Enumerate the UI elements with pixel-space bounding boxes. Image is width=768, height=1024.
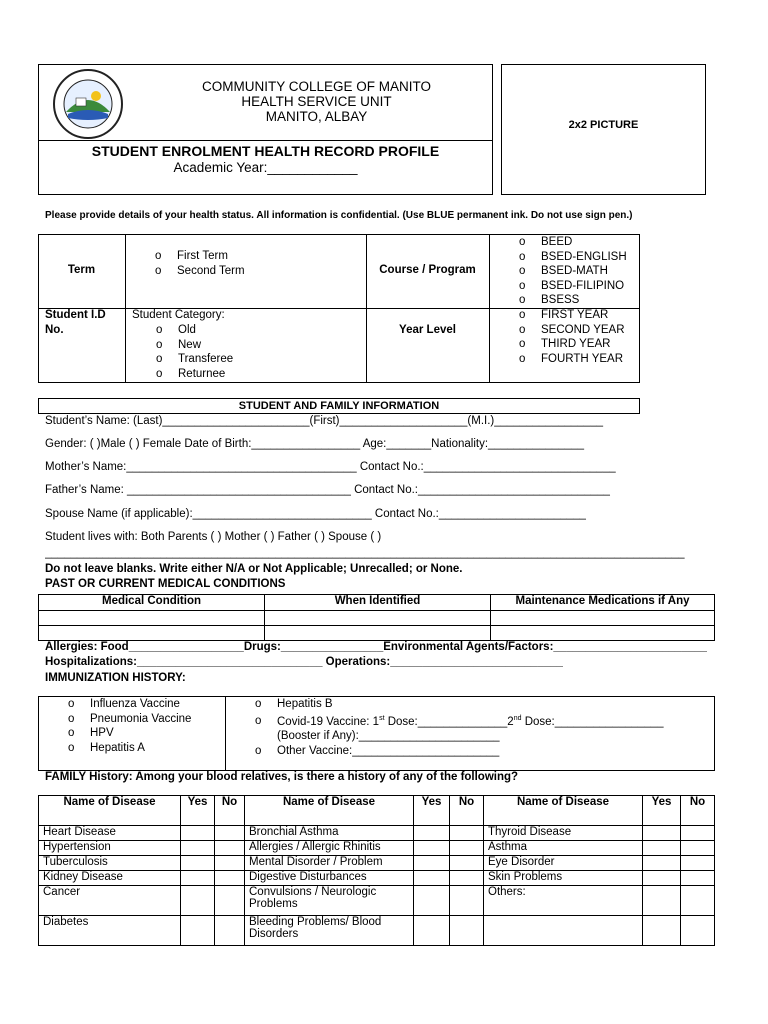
fh-disease: Diabetes [39,916,181,946]
fh-yes-cell[interactable] [643,916,681,946]
medical-cell[interactable] [491,611,715,626]
course-option[interactable]: o BEED [519,235,627,250]
hepatitis-b-option[interactable]: o Hepatitis B [255,697,663,712]
fh-yes-cell[interactable] [181,856,215,871]
instructions-text: Please provide details of your health status. All information is confidential. (Use BLUE permanent ink. Do not use sign pen.) [45,210,633,221]
fh-yes-cell[interactable] [414,841,450,856]
fh-disease: Hypertension [39,841,181,856]
category-option[interactable]: o New [156,338,233,353]
vaccine-option[interactable]: o Pneumonia Vaccine [68,712,191,727]
fh-header-no: No [215,796,245,826]
fh-no-cell[interactable] [681,826,715,841]
fh-yes-cell[interactable] [181,826,215,841]
vaccine-option[interactable]: o Influenza Vaccine [68,697,191,712]
fh-no-cell[interactable] [215,826,245,841]
medical-cell[interactable] [491,626,715,641]
fh-disease: Thyroid Disease [484,826,643,841]
fh-header-yes: Yes [643,796,681,826]
fh-header-disease: Name of Disease [484,796,643,826]
college-name: COMMUNITY COLLEGE OF MANITO [201,79,432,94]
medical-table [38,594,715,641]
unit-name: HEALTH SERVICE UNIT [241,94,392,109]
fh-disease: Bleeding Problems/ Blood Disorders [245,916,414,946]
header-divider [38,140,493,141]
covid-vaccine-field[interactable]: o Covid-19 Vaccine: 1st Dose:______________2nd Dose:_________________ [255,712,663,729]
term-option[interactable]: o First Term [155,249,245,264]
fh-header-disease: Name of Disease [39,796,181,826]
student-name-field[interactable]: Student’s Name: (Last)_______________________(First)____________________(M.I.)_________________ [45,415,603,427]
fh-yes-cell[interactable] [181,916,215,946]
course-label: Course / Program [379,264,476,276]
medical-header: Maintenance Medications if Any [491,595,715,611]
fh-no-cell[interactable] [215,841,245,856]
course-option[interactable]: o BSED-ENGLISH [519,250,627,265]
fh-no-cell[interactable] [450,826,484,841]
gender-dob-field[interactable]: Gender: ( )Male ( ) Female Date of Birth:_________________ Age:_______Nationality:_______________ [45,438,584,450]
medical-cell[interactable] [265,611,491,626]
fh-no-cell[interactable] [681,871,715,886]
fh-disease: Digestive Disturbances [245,871,414,886]
form-title: STUDENT ENROLMENT HEALTH RECORD PROFILE [91,143,440,159]
fh-no-cell[interactable] [215,856,245,871]
fh-disease: Convulsions / Neurologic Problems [245,886,414,916]
fh-disease: Bronchial Asthma [245,826,414,841]
medical-cell[interactable] [265,626,491,641]
fh-yes-cell[interactable] [414,916,450,946]
fh-yes-cell[interactable] [643,841,681,856]
fh-no-cell[interactable] [681,841,715,856]
family-section-title: STUDENT AND FAMILY INFORMATION [38,398,640,414]
medical-title: PAST OR CURRENT MEDICAL CONDITIONS [45,578,286,590]
fh-header-yes: Yes [414,796,450,826]
term-label: Term [67,264,96,276]
allergies-field[interactable]: Allergies: Food__________________Drugs:________________Environmental Agents/Factors:________________________ [45,641,707,653]
fh-disease: Kidney Disease [39,871,181,886]
picture-box[interactable] [501,64,706,195]
category-option[interactable]: o Transferee [156,352,233,367]
fh-disease: Tuberculosis [39,856,181,871]
fh-no-cell[interactable] [215,916,245,946]
fh-no-cell[interactable] [450,886,484,916]
fh-disease: Eye Disorder [484,856,643,871]
category-option[interactable]: o Returnee [156,367,233,382]
other-vaccine-field[interactable]: o Other Vaccine:_______________________ [255,744,663,759]
fh-yes-cell[interactable] [414,886,450,916]
course-option[interactable]: o BSESS [519,293,627,308]
fh-no-cell[interactable] [450,871,484,886]
blank-line[interactable]: ____________________________________________________________________________________________________ [45,547,685,559]
fh-yes-cell[interactable] [414,826,450,841]
spouse-field[interactable]: Spouse Name (if applicable):____________________________ Contact No.:_______________________ [45,508,586,520]
fh-disease: Mental Disorder / Problem [245,856,414,871]
hospitalizations-field[interactable]: Hospitalizations:_____________________________ Operations:___________________________ [45,656,563,668]
blanks-note: Do not leave blanks. Write either N/A or Not Applicable; Unrecalled; or None. [45,563,463,575]
fh-yes-cell[interactable] [414,871,450,886]
academic-year-field[interactable]: Academic Year:____________ [173,160,358,175]
fh-header-disease: Name of Disease [245,796,414,826]
fh-yes-cell[interactable] [181,841,215,856]
year-option[interactable]: o FOURTH YEAR [519,352,625,367]
fh-no-cell[interactable] [450,856,484,871]
fh-yes-cell[interactable] [181,871,215,886]
term-option[interactable]: o Second Term [155,264,245,279]
fh-no-cell[interactable] [215,886,245,916]
father-field[interactable]: Father’s Name: ___________________________________ Contact No.:______________________________ [45,484,610,496]
lives-with-field[interactable]: Student lives with: Both Parents ( ) Mother ( ) Father ( ) Spouse ( ) [45,531,382,543]
fh-yes-cell[interactable] [414,856,450,871]
student-id-label: Student I.D No. [45,309,106,336]
picture-label: 2x2 PICTURE [568,119,639,131]
fh-yes-cell[interactable] [643,871,681,886]
college-logo [40,68,136,140]
medical-header: Medical Condition [39,595,265,611]
fh-disease: Cancer [39,886,181,916]
family-history-question: FAMILY History: Among your blood relatives, is there a history of any of the following? [45,771,519,783]
fh-no-cell[interactable] [681,916,715,946]
vaccine-option[interactable]: o Hepatitis A [68,741,191,756]
fh-no-cell[interactable] [681,856,715,871]
fh-disease: Heart Disease [39,826,181,841]
fh-yes-cell[interactable] [181,886,215,916]
fh-disease: Others: [484,886,643,916]
fh-disease: Allergies / Allergic Rhinitis [245,841,414,856]
fh-no-cell[interactable] [681,886,715,916]
year-option[interactable]: o FIRST YEAR [519,308,625,323]
category-option[interactable]: o Old [156,323,233,338]
year-option[interactable]: o SECOND YEAR [519,323,625,338]
course-option[interactable]: o BSED-FILIPINO [519,279,627,294]
fh-header-yes: Yes [181,796,215,826]
fh-header-no: No [681,796,715,826]
fh-no-cell[interactable] [450,916,484,946]
category-label: Student Category: [132,309,225,321]
booster-field[interactable]: (Booster if Any):______________________ [277,730,500,743]
fh-no-cell[interactable] [450,841,484,856]
fh-disease[interactable] [484,916,643,946]
year-level-label: Year Level [399,324,456,336]
medical-cell[interactable] [39,611,265,626]
immunization-title: IMMUNIZATION HISTORY: [45,672,186,684]
college-location: MANITO, ALBAY [265,109,368,124]
fh-disease: Asthma [484,841,643,856]
medical-header: When Identified [265,595,491,611]
year-option[interactable]: o THIRD YEAR [519,337,625,352]
mother-field[interactable]: Mother’s Name:____________________________________ Contact No.:______________________________ [45,461,616,473]
fh-header-no: No [450,796,484,826]
course-option[interactable]: o BSED-MATH [519,264,627,279]
fh-disease: Skin Problems [484,871,643,886]
fh-yes-cell[interactable] [643,826,681,841]
fh-yes-cell[interactable] [643,856,681,871]
vaccine-option[interactable]: o HPV [68,726,191,741]
fh-no-cell[interactable] [215,871,245,886]
fh-yes-cell[interactable] [643,886,681,916]
family-history-table [38,795,715,946]
medical-cell[interactable] [39,626,265,641]
